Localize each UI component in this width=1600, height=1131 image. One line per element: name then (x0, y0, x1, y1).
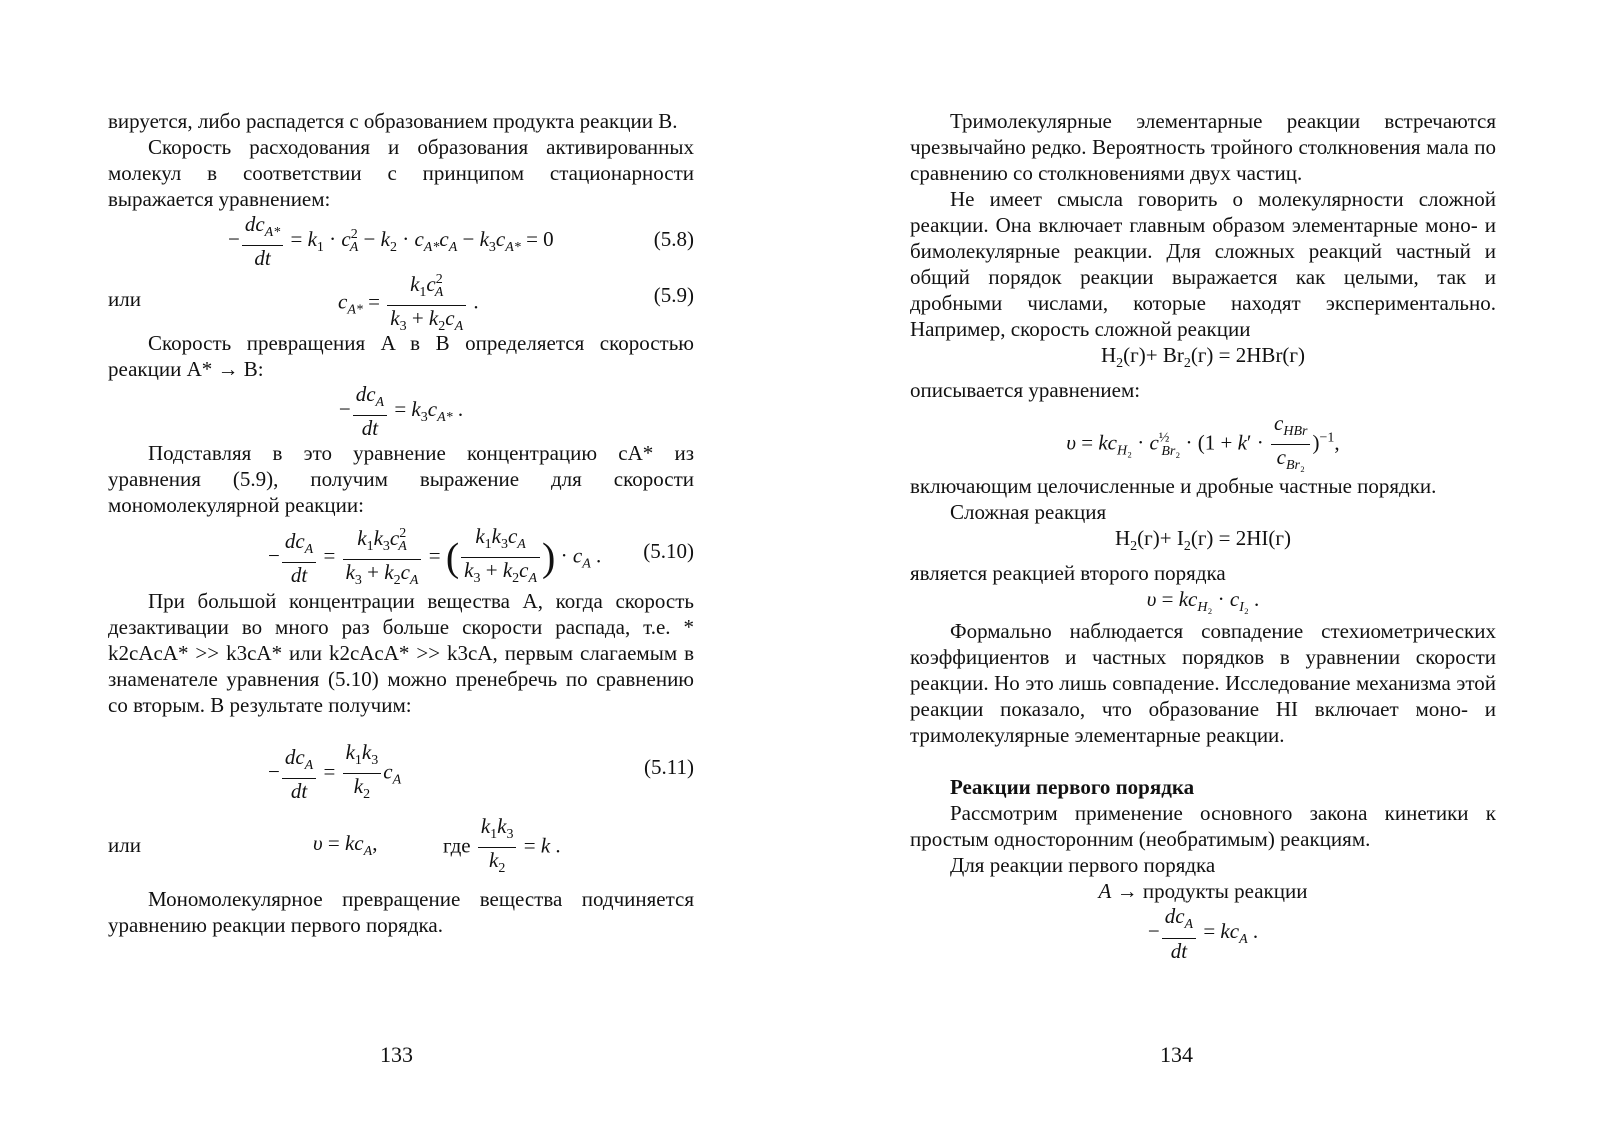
right-paragraph-7: Формально наблюдается совпадение стехиометрических коэффициентов и частных порядков в уравнении скорости реакции. Но это лишь совпадение. Исследование механизма этой реакции показало, что образование HI включает моно- и тримолекулярные элементарные реакции. (910, 619, 1496, 748)
or-label: или (108, 833, 141, 857)
right-paragraph-5: Сложная реакция (950, 500, 1107, 525)
equation-first-order-rate: − $\frac{dc_A}{dt}$ = $kc_A$ . (1147, 904, 1259, 963)
left-paragraph-1: вируется, либо распадется с образованием продукта реакции B. (108, 109, 678, 133)
or-label: или (108, 287, 141, 311)
left-paragraph-3: Скорость превращения A в B определяется скоростью реакции A* → B: (108, 331, 694, 381)
page-number-right: 134 (1160, 1042, 1193, 1067)
left-paragraph-4: Подставляя в это уравнение концентрацию cA* из уравнения (5.9), получим выражение для скорости мономолекулярной реакции: (108, 441, 694, 517)
equation-number: (5.11) (644, 755, 694, 779)
products-label: продукты реакции (1142, 879, 1308, 904)
page-number-left: 133 (380, 1042, 413, 1067)
left-paragraph-5: При большой концентрации вещества A, когда скорость дезактивации во много раз больше скорости распада, т.е. * k2cAcA* >> k3cA* или k2cAcA* >> k3cA, первым слагаемым в знаменателе уравнения (5.10) можно пренебречь по сравнению со вторым. В результате получим: (108, 589, 694, 717)
equation-5-10: − $\frac{dc_A}{dt}$ = $\frac{k_1k_3c^2_A}{k_3 + k_2c_A}$ = ( $\frac{k_1k_3c_A}{k_3 + k_2c_A}$ ) · $c_A$ . (5.10) (268, 524, 694, 589)
reaction-first-order: A → продукты реакции (1098, 879, 1308, 904)
equation-rate-a-star: − $\frac{dc_A}{dt}$ = $k_3c_{A*}$ . (338, 382, 464, 441)
equation-hbr-rate: $\upsilon = kc_{H_2} \cdot c^{\frac{1}{2}}_{Br_2} \cdot (1 + k'$ · $\frac{c_{HBr}}{c_{Br_2}}$ )$^{-1}$, (1066, 411, 1340, 474)
equation-hi-rate: $\upsilon = kc_{H_2} \cdot c_{I_2}$ . (1146, 587, 1260, 616)
equation-rate-constant: или $\upsilon = kc_A$, где $\frac{k_1k_3}{k_2}$ = k . (108, 814, 561, 877)
equation-number: (5.8) (653, 227, 694, 251)
equation-number: (5.9) (653, 283, 694, 307)
right-paragraph-1: Тримолекулярные элементарные реакции встречаются чрезвычайно редко. Вероятность тройного столкновения мала по сравнению со столкновениями двух частиц. (910, 109, 1496, 185)
right-paragraph-3: описывается уравнением: (910, 378, 1141, 403)
right-paragraph-2: Не имеет смысла говорить о молекулярности сложной реакции. Она включает главным образом элементарные моно- и бимолекулярные реакции. Для сложных реакций частный и общий порядок реакции выражается как целыми, так и дробными числами, которые находят экспериментально. Например, скорость сложной реакции (910, 187, 1496, 341)
where-label: где (443, 833, 471, 858)
left-paragraph-6: Мономолекулярное превращение вещества подчиняется уравнению реакции первого порядка. (108, 887, 694, 937)
right-paragraph-9: Для реакции первого порядка (950, 853, 1216, 878)
right-page (910, 108, 1496, 963)
right-paragraph-4: включающим целочисленные и дробные частные порядки. (910, 474, 1437, 499)
right-paragraph-6: является реакцией второго порядка (910, 561, 1226, 586)
equation-5-8: − $\frac{dc_{A*}}{dt}$ = $k_1 \cdot c^2_A - k_2 \cdot c_{A*}c_A - k_3c_{A*} = 0$ (5.8) (228, 212, 694, 271)
section-heading: Реакции первого порядка (950, 775, 1195, 800)
right-paragraph-8: Рассмотрим применение основного закона кинетики к простым односторонним (необратимым) реакциям. (910, 801, 1496, 852)
left-paragraph-2: Скорость расходования и образования активированных молекул в соответствии с принципом стационарности выражается уравнением: (108, 135, 694, 211)
reaction-h2-i2: $H_2(г)+ I_2(г) = 2HI(г)$ (1114, 526, 1292, 555)
reaction-h2-br2: $H_2(г)+ Br_2(г) = 2HBr(г)$ (1100, 343, 1306, 372)
left-page (108, 108, 694, 938)
equation-5-11: − $\frac{dc_A}{dt}$ = $\frac{k_1k_3}{k_2}$ $c_A$ (5.11) (268, 740, 694, 803)
equation-number: (5.10) (643, 539, 694, 563)
equation-5-9: или $c_{A*}$ = $\frac{k_1c^2_A}{k_3 + k_2c_A}$ . (5.9) (108, 268, 694, 330)
